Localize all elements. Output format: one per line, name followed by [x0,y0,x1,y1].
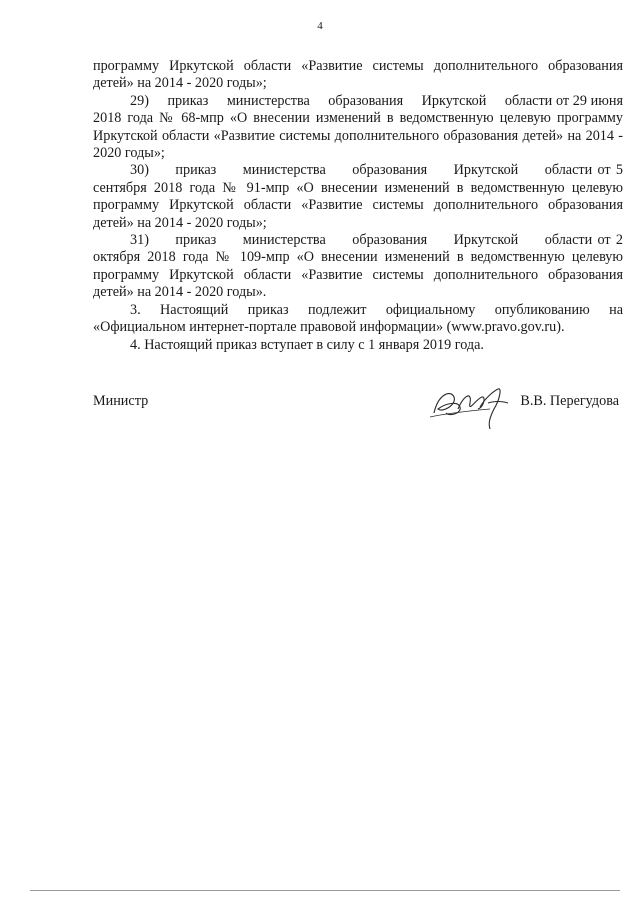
paragraph-clause-3: 3. Настоящий приказ подлежит официальному опубликованию на «Официальном интернет-портале правовой информации» (www.pravo.gov.ru). [93,301,623,336]
paragraph-item-31: 31) приказ министерства образования Иркутской области от 2 октября 2018 года № 109-мпр «О внесении изменений в ведомственную целевую программу Иркутской области «Развитие системы дополнительного образования детей» на 2014 - 2020 годы». [93,232,623,301]
signer-title: Министр [93,393,149,409]
paragraph-continuation: программу Иркутской области «Развитие системы дополнительного образования детей» на 2014 - 2020 годы»; [93,58,623,92]
footer-divider [30,890,620,891]
signature-block [93,383,623,433]
document-body [93,58,623,354]
paragraph-item-30: 30) приказ министерства образования Иркутской области от 5 сентября 2018 года № 91-мпр «О внесении изменений в ведомственную целевую программу Иркутской области «Развитие системы дополнительного образования детей» на 2014 - 2020 годы»; [93,162,623,231]
signer-name: В.В. Перегудова [520,393,619,409]
handwritten-signature [428,383,513,433]
page-number: 4 [317,20,323,32]
paragraph-clause-4: 4. Настоящий приказ вступает в силу с 1 января 2019 года. [130,336,484,353]
paragraph-item-29: 29) приказ министерства образования Иркутской области от 29 июня 2018 года № 68-мпр «О внесении изменений в ведомственную целевую программу Иркутской области «Развитие системы дополнительного образования детей» на 2014 - 2020 годы»; [93,92,623,162]
